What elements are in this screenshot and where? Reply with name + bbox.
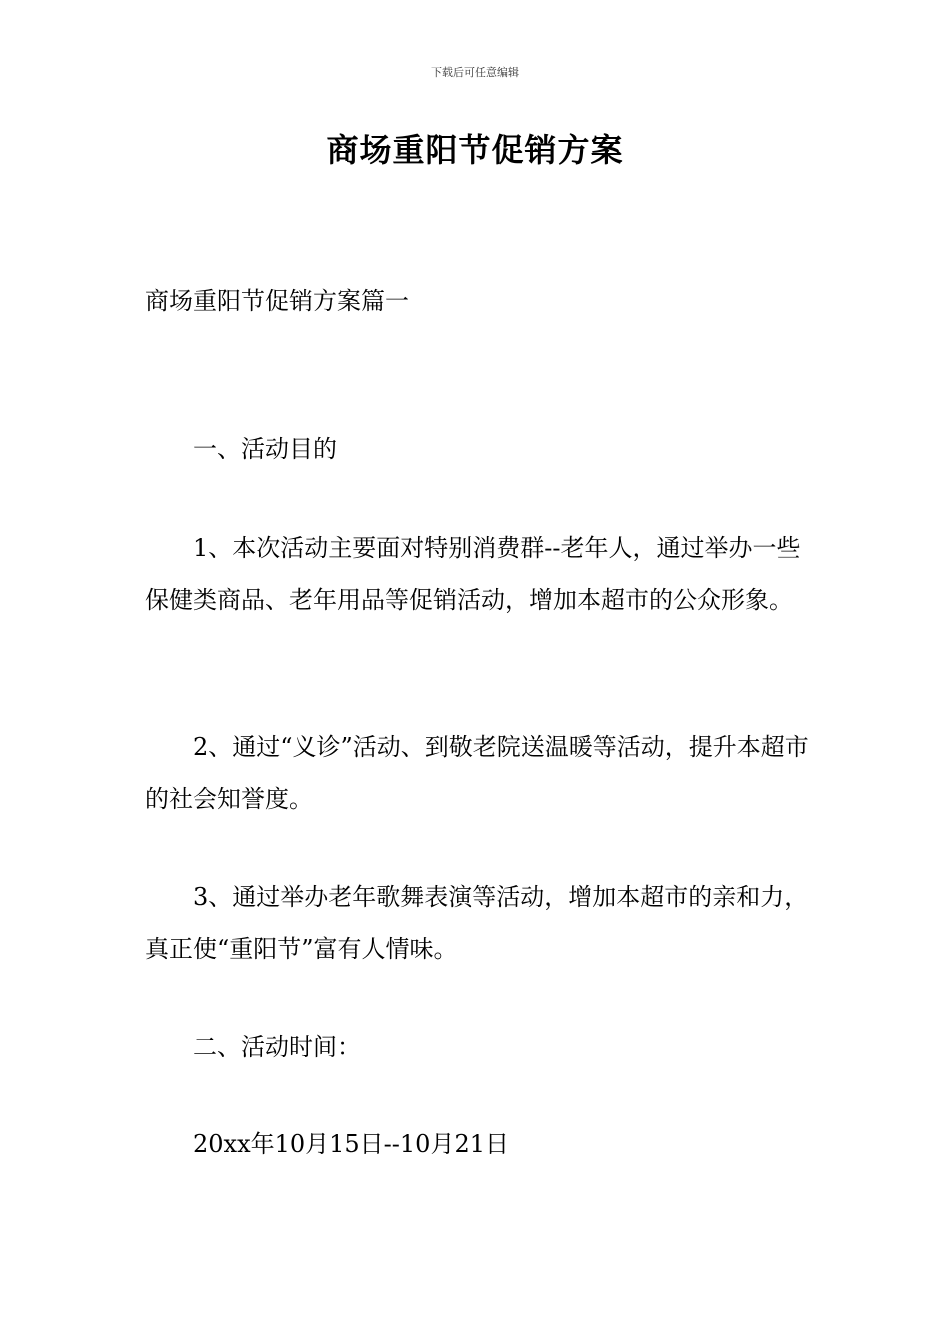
document-title: 商场重阳节促销方案 (326, 131, 624, 169)
section-heading-goals: 一、活动目的 (193, 435, 337, 463)
paragraph-time: 20xx年10月15日--10月21日 (193, 1130, 509, 1158)
document-subtitle: 商场重阳节促销方案篇一 (145, 287, 409, 315)
header-note: 下载后可任意编辑 (431, 66, 519, 79)
paragraph-goal-1: 1、本次活动主要面对特别消费群--老年人，通过举办一些保健类商品、老年用品等促销活动，增加本超市的公众形象。 (145, 534, 801, 614)
paragraph-goal-3: 3、通过举办老年歌舞表演等活动，增加本超市的亲和力，真正使“重阳节”富有人情味。 (145, 883, 809, 963)
paragraph-goal-2: 2、通过“义诊”活动、到敬老院送温暖等活动，提升本超市的社会知誉度。 (145, 733, 809, 813)
section-heading-time: 二、活动时间： (193, 1033, 361, 1061)
